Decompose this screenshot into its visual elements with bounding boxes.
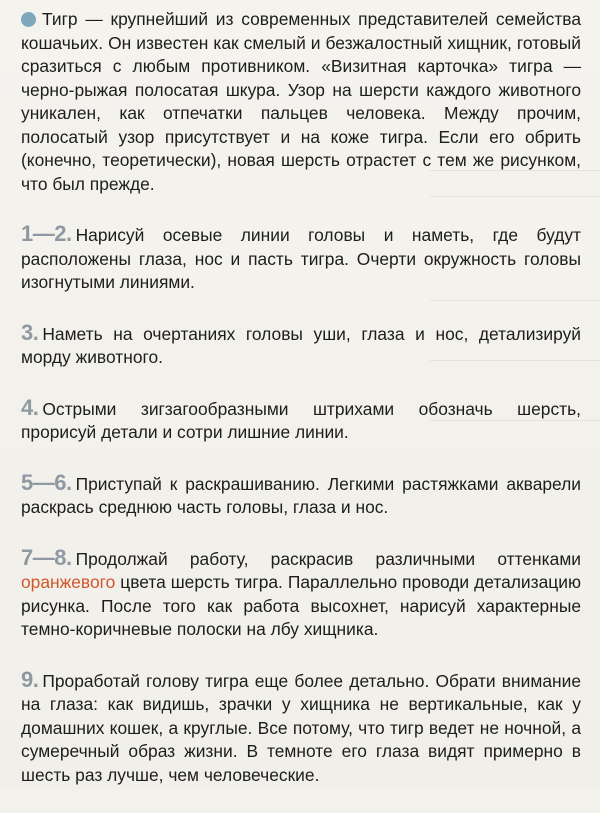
step-4 bbox=[21, 396, 581, 445]
intro-text: Тигр — крупнейший из современных представителей семейства кошачьих. Он известен как смелый и безжалостный хищник, готовый сразиться с любым противником. «Визитная карточка» тигра — черно-рыжая полосатая шкура. Узор на шерсти каждого животного уникален, как отпечатки пальцев человека. Между прочим, полосатый узор присутствует и на коже тигра. Если его обрить (конечно, теоретически), новая шерсть отрастет с тем же рисунком, что был прежде. bbox=[21, 9, 581, 194]
intro-paragraph bbox=[21, 8, 581, 196]
step-1-2 bbox=[21, 222, 581, 295]
step-text: Нарисуй осевые линии головы и наметь, где будут расположены глаза, нос и пасть тигра. Очерти окружность головы изогнутыми линиями. bbox=[21, 225, 581, 292]
step-text: Приступай к раскрашиванию. Легкими растяжками акварели раскрась среднюю часть головы, глаза и нос. bbox=[21, 473, 581, 517]
step-number: 9. bbox=[21, 666, 39, 692]
step-text: Проработай голову тигра еще более детально. Обрати внимание на глаза: как видишь, зрачки у хищника не вертикальные, как у домашних кошек, а круглые. Все потому, что тигр ведет не ночной, а сумеречный образ жизни. В темноте его глаза видят примерно в шесть раз лучше, чем человеческие. bbox=[21, 670, 581, 785]
step-7-8 bbox=[21, 546, 581, 642]
bullet-dot-icon bbox=[21, 12, 36, 27]
step-text: Наметь на очертаниях головы уши, глаза и нос, детализируй морду животного. bbox=[21, 323, 581, 367]
step-number: 5—6. bbox=[21, 469, 72, 495]
step-text-after: цвета шерсть тигра. Параллельно проводи детализацию рисунка. После того как работа высохнет, нарисуй характерные темно-коричневые полоски на лбу хищника. bbox=[21, 572, 581, 639]
orange-word: оранжевого bbox=[21, 572, 116, 592]
step-number: 1—2. bbox=[21, 221, 72, 246]
step-number: 7—8. bbox=[21, 544, 72, 570]
step-9 bbox=[21, 668, 581, 788]
step-text: Острыми зигзагообразными штрихами обозначь шерсть, прорисуй детали и сотри лишние линии. bbox=[21, 398, 581, 442]
article-body bbox=[21, 8, 581, 813]
step-number: 4. bbox=[21, 394, 39, 420]
step-number: 3. bbox=[21, 319, 39, 345]
step-text-before: Продолжай работу, раскрасив различными оттенками bbox=[75, 548, 581, 569]
step-5-6 bbox=[21, 471, 581, 520]
step-3 bbox=[21, 321, 581, 370]
